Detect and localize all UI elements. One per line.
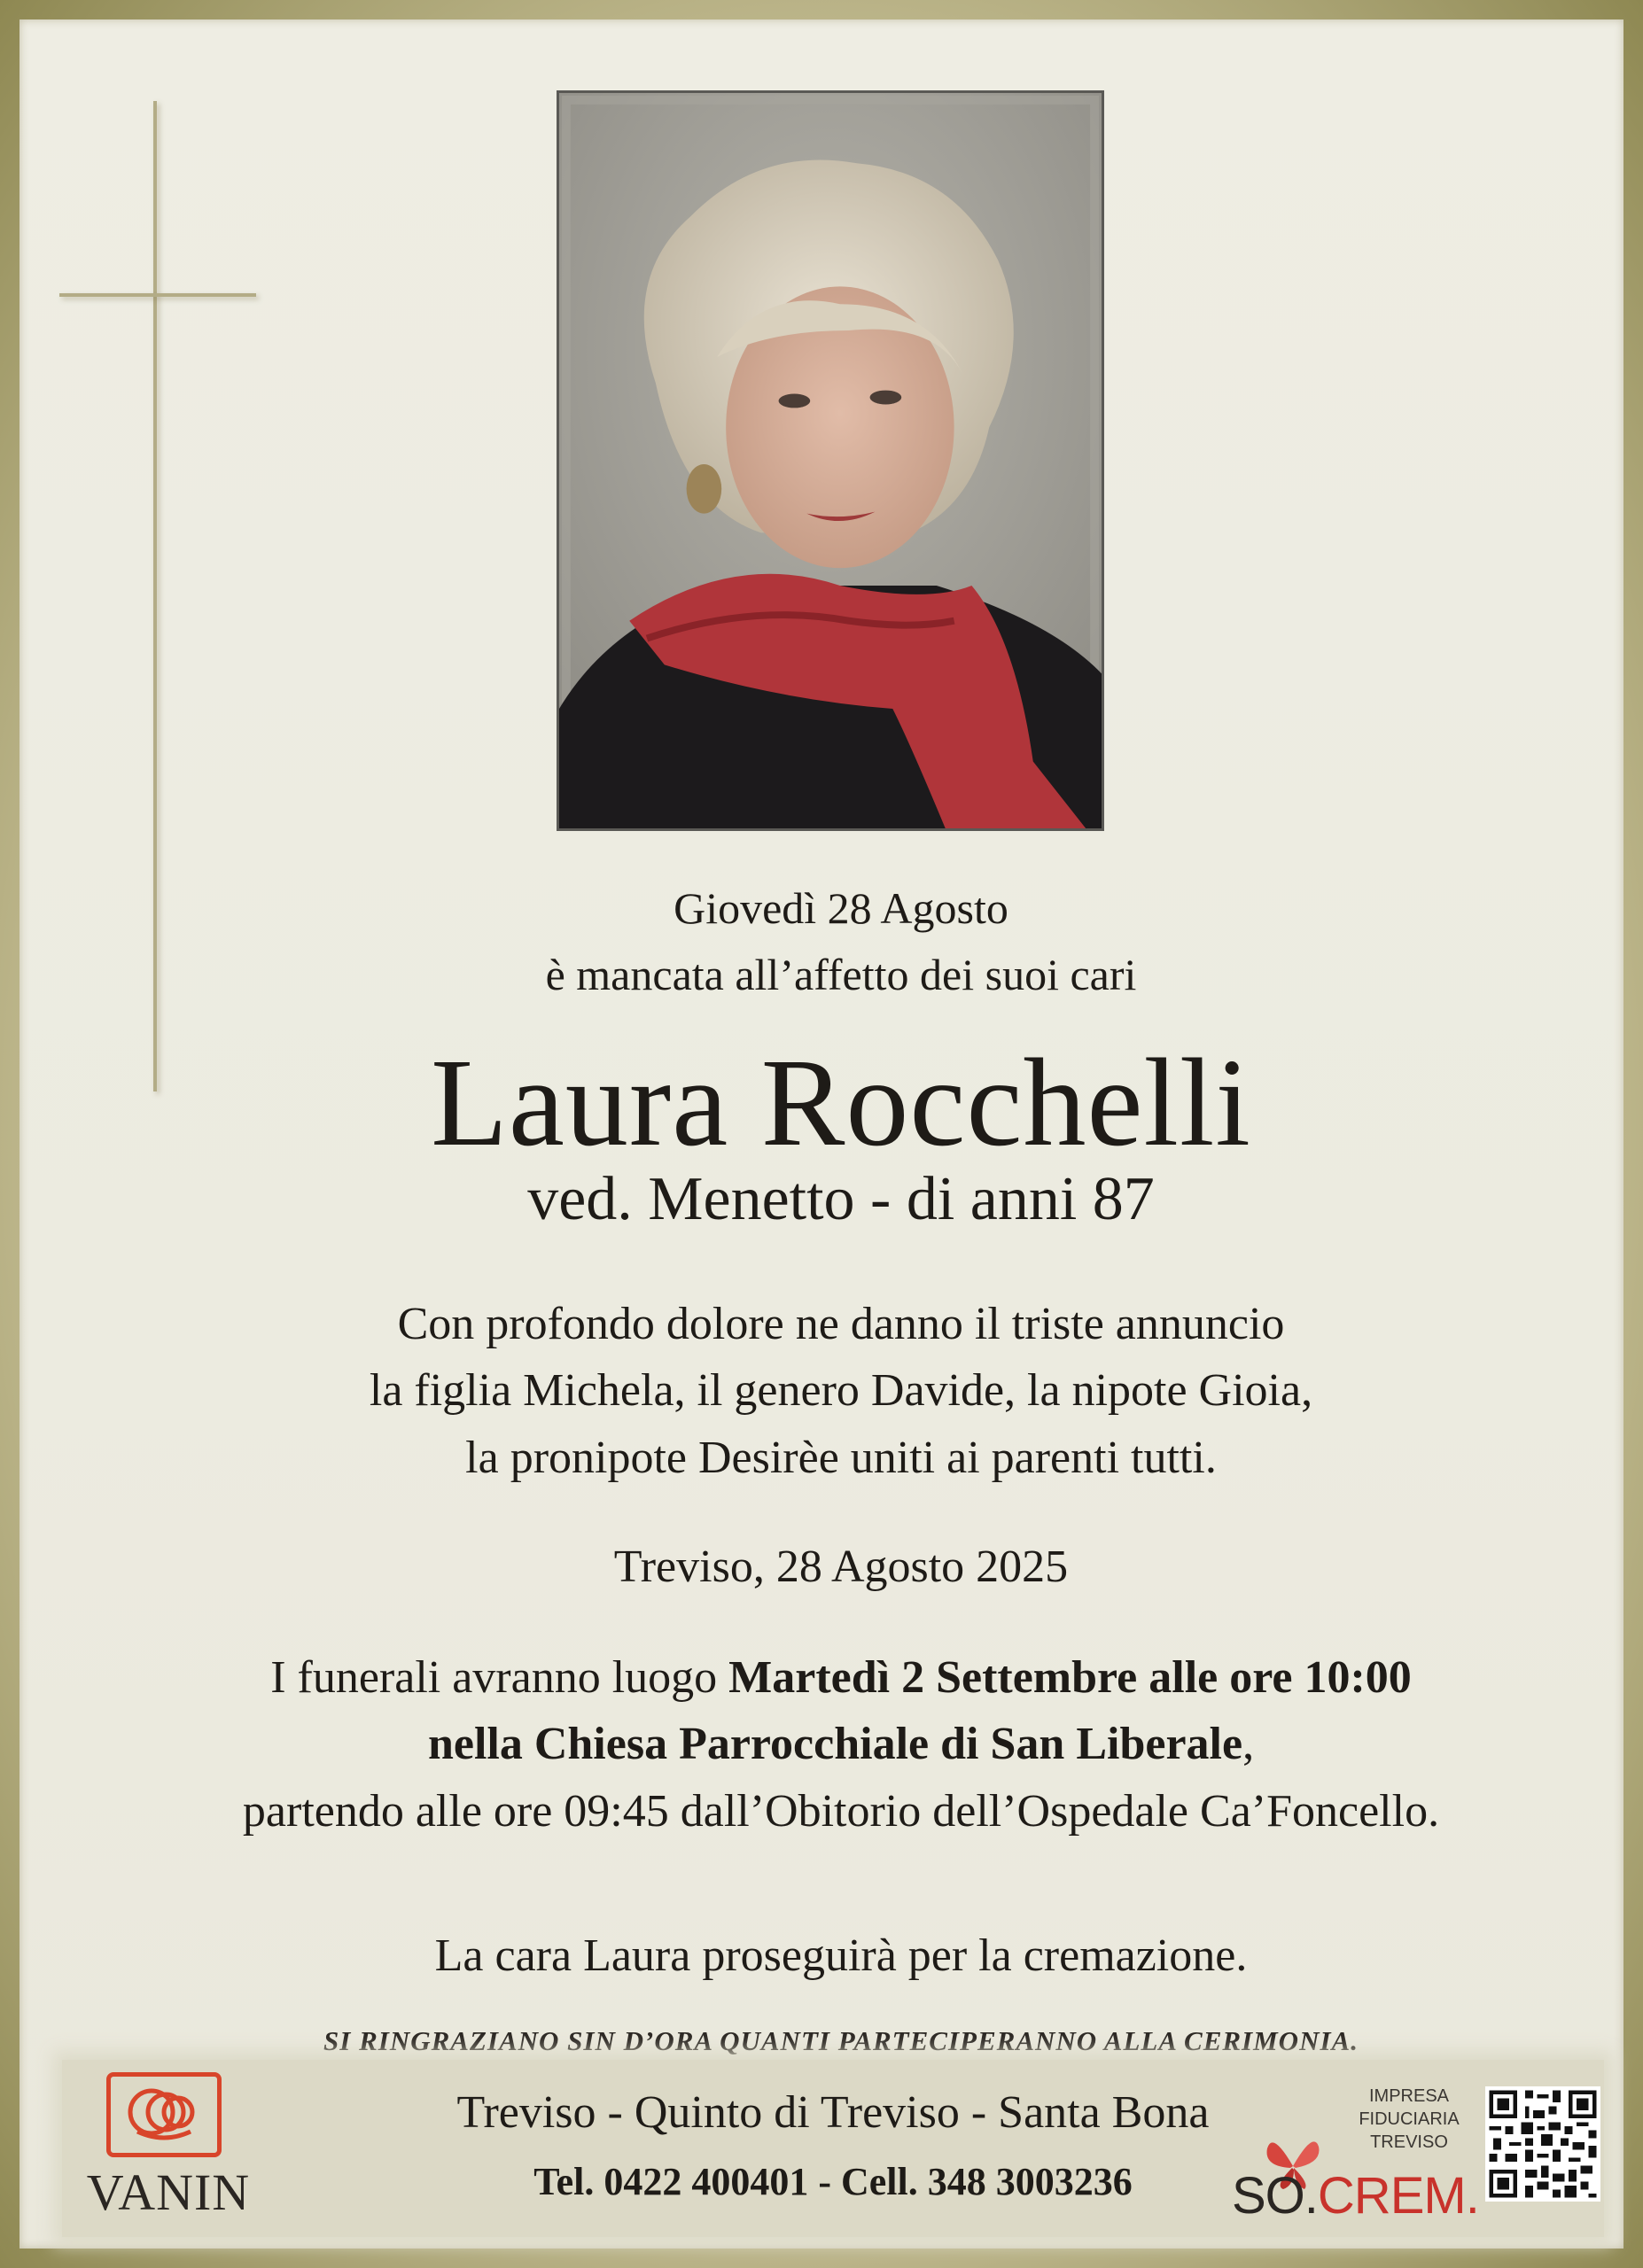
socrem-logo [1232, 2085, 1479, 2235]
cross-icon [153, 101, 157, 1091]
announcement-line: la figlia Michela, il genero Davide, la nipote Gioia, [369, 1365, 1313, 1416]
impresa-label [1347, 2085, 1471, 2154]
death-date: Giovedì 28 Agosto [674, 883, 1008, 933]
funeral-datetime: Martedì 2 Settembre alle ore 10:00 [728, 1652, 1412, 1703]
vanin-brand: VANIN [86, 2163, 251, 2221]
impresa-line: FIDUCIARIA [1359, 2109, 1460, 2129]
funeral-line-3: partendo alle ore 09:45 dall’Obitorio dell’Ospedale Ca’Foncello. [242, 1786, 1440, 1837]
funeral-line-1 [19, 1651, 1643, 1704]
funeral-church: nella Chiesa Parrocchiale di San Liberale [427, 1719, 1243, 1769]
socrem-wordmark [1232, 2166, 1479, 2225]
deceased-subtitle: ved. Menetto - di anni 87 [527, 1165, 1155, 1233]
impresa-line: IMPRESA [1368, 2086, 1450, 2106]
cremation-note: La cara Laura proseguirà per la cremazione. [434, 1930, 1248, 1981]
notice-paper [19, 19, 1624, 2249]
funeral-comma: , [1242, 1719, 1255, 1769]
announcement-line: Con profondo dolore ne danno il triste annuncio [397, 1299, 1285, 1349]
place-date: Treviso, 28 Agosto 2025 [613, 1542, 1069, 1592]
footer-locations: Treviso - Quinto di Treviso - Santa Bona [456, 2087, 1210, 2138]
socrem-so: SO. [1232, 2167, 1318, 2225]
footer-band [62, 2060, 1604, 2237]
funeral-intro: I funerali avranno luogo [270, 1652, 729, 1703]
deceased-name: Laura Rocchelli [431, 1032, 1251, 1172]
thanks-line: SI RINGRAZIANO SIN D’ORA QUANTI PARTECIPERANNO ALLA CERIMONIA. [323, 2025, 1359, 2056]
announcement-line: la pronipote Desirèe uniti ai parenti tutti. [465, 1433, 1217, 1483]
portrait-photo [557, 90, 1104, 831]
cross-icon-bar [59, 293, 256, 297]
socrem-crem: CREM. [1317, 2167, 1479, 2225]
passed-away-line: è mancata all’affetto dei suoi cari [545, 950, 1137, 999]
footer-phones: Tel. 0422 400401 - Cell. 348 3003236 [533, 2160, 1133, 2203]
impresa-line: TREVISO [1370, 2132, 1448, 2152]
qr-code-icon[interactable] [1485, 2086, 1600, 2202]
funeral-line-2 [19, 1718, 1643, 1770]
